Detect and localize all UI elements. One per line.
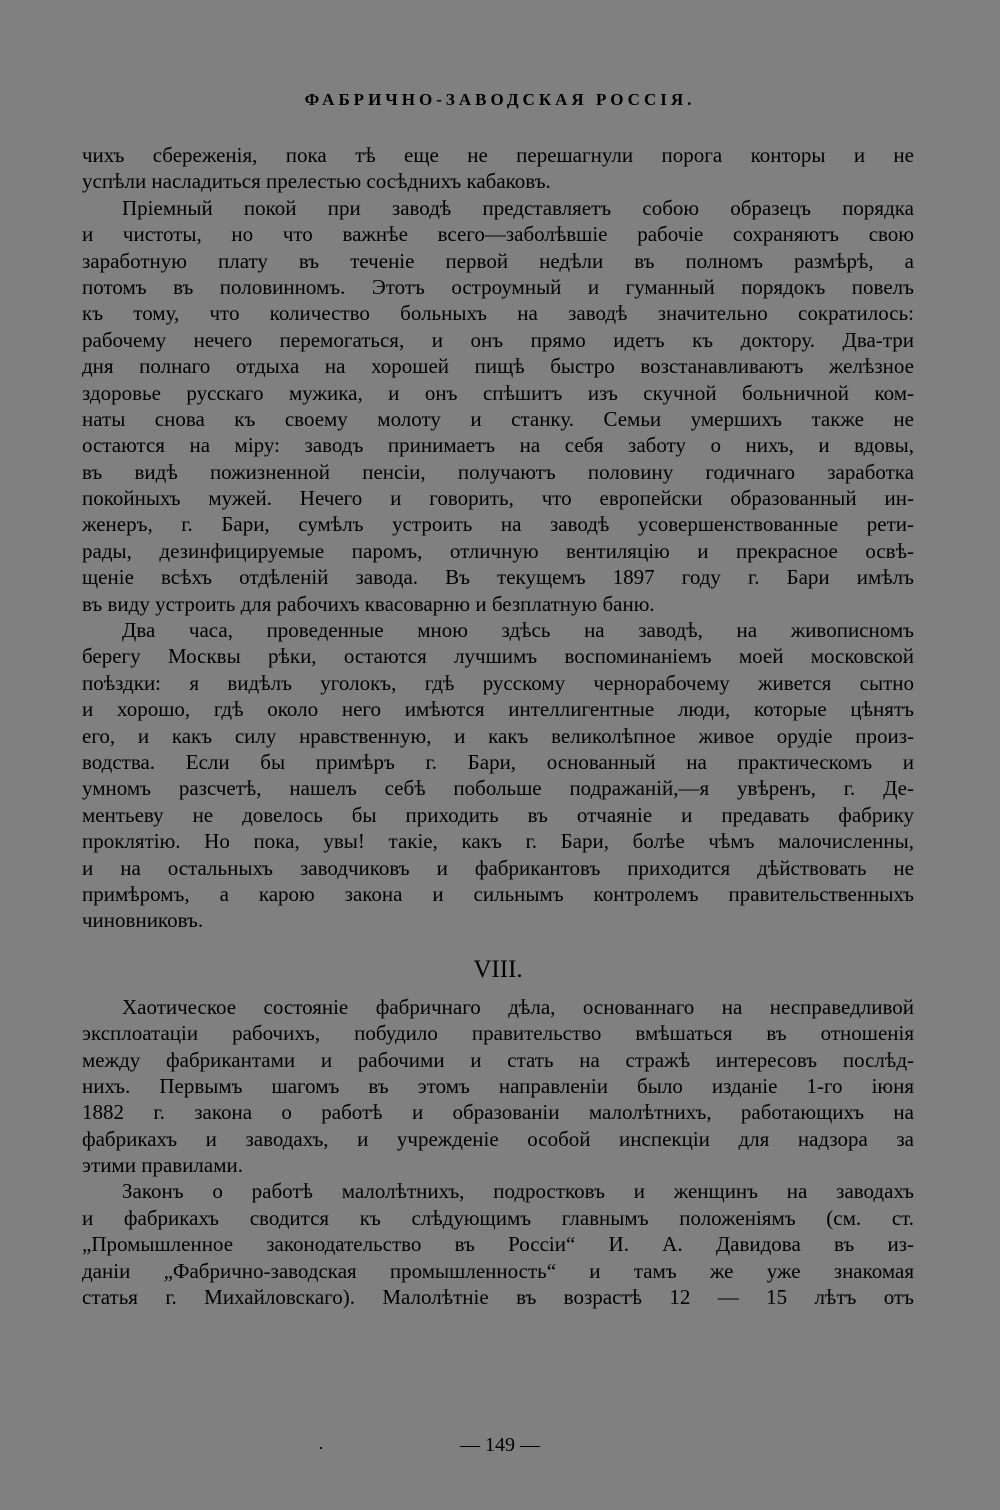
text-line: покойныхъ мужей. Нечего и говорить, что европейски образованный ин- <box>82 486 914 511</box>
text-line: Пріемный покой при заводѣ представляетъ собою образецъ порядка <box>122 195 914 220</box>
text-line: успѣли насладиться прелестью сосѣднихъ кабаковъ. <box>82 169 551 194</box>
text-line: умномъ разсчетѣ, нашелъ себѣ побольше подражаній,—я увѣренъ, г. Де- <box>82 776 914 801</box>
text-line: Хаотическое состояніе фабричнаго дѣла, основаннаго на несправедливой <box>122 994 914 1019</box>
text-line: нихъ. Первымъ шагомъ въ этомъ направленіи было изданіе 1-го іюня <box>82 1073 914 1098</box>
running-head: ФАБРИЧНО-ЗАВОДСКАЯ РОССІЯ. <box>304 90 696 109</box>
paragraph <box>82 142 914 195</box>
page-number: — 149 — <box>460 1434 540 1456</box>
text-line: фабрикахъ и заводахъ, и учрежденіе особой инспекціи для надзора за <box>82 1126 914 1151</box>
text-line: наты снова къ своему молоту и станку. Семьи умершихъ также не <box>82 406 914 431</box>
text-line: поѣздки: я видѣлъ уголокъ, гдѣ русскому чернорабочему живется сытно <box>82 670 914 695</box>
text-line: „Промышленное законодательство въ Россіи“ И. А. Давидова въ из- <box>82 1232 914 1257</box>
text-line: здоровье русскаго мужика, и онъ спѣшитъ изъ скучной больничной ком- <box>82 380 914 405</box>
text-line: примѣромъ, а карою закона и сильнымъ контролемъ правительственныхъ <box>82 881 914 906</box>
text-line: Законъ о работѣ малолѣтнихъ, подростковъ и женщинъ на заводахъ <box>122 1179 914 1204</box>
text-line: чиновниковъ. <box>82 908 204 933</box>
text-line: его, и какъ силу нравственную, и какъ великолѣпное живое орудіе произ- <box>82 723 914 748</box>
paragraph <box>82 994 914 1179</box>
text-line: щеніе всѣхъ отдѣленій завода. Въ текущемъ 1897 году г. Бари имѣлъ <box>82 565 914 590</box>
text-line: остаются на міру: заводъ принимаетъ на себя заботу о нихъ, и вдовы, <box>82 433 914 458</box>
text-line: къ тому, что количество больныхъ на заводѣ значительно сократилось: <box>82 301 914 326</box>
paragraph <box>82 1178 914 1310</box>
text-line: и фабрикахъ сводится къ слѣдующимъ главнымъ положеніямъ (см. ст. <box>82 1205 914 1230</box>
text-line: и на остальныхъ заводчиковъ и фабрикантовъ приходится дѣйствовать не <box>82 855 914 880</box>
text-line: заработную плату въ теченіе первой недѣли въ полномъ размѣрѣ, а <box>82 248 914 273</box>
text-line: и хорошо, гдѣ около него имѣются интеллигентные люди, которые цѣнятъ <box>82 697 914 722</box>
text-line: дня полнаго отдыха на хорошей пищѣ быстро возстанавливаютъ желѣзное <box>82 354 914 379</box>
text-line: статья г. Михайловскаго). Малолѣтніе въ возрастѣ 12 — 15 лѣтъ отъ <box>82 1285 914 1310</box>
text-line: даніи „Фабрично-заводская промышленность“ и тамъ же уже знакомая <box>82 1258 914 1283</box>
text-line: проклятію. Но пока, увы! такіе, какъ г. Бари, болѣе чѣмъ малочисленны, <box>82 829 914 854</box>
text-line: рабочему нечего перемогаться, и онъ прямо идетъ къ доктору. Два-три <box>82 327 914 352</box>
text-line: въ видѣ пожизненной пенсіи, получаютъ половину годичнаго заработка <box>82 459 914 484</box>
text-line: потомъ въ половинномъ. Этотъ остроумный и гуманный порядокъ повелъ <box>82 274 914 299</box>
section-heading: VIII. <box>473 955 523 983</box>
text-line: водства. Если бы примѣръ г. Бари, основанный на практическомъ и <box>82 749 914 774</box>
text-line: въ виду устроить для рабочихъ квасоварню и безплатную баню. <box>82 591 655 616</box>
paragraph <box>82 195 914 617</box>
text-line: и чистоты, но что важнѣе всего—заболѣвшіе рабочіе сохраняютъ свою <box>82 222 914 247</box>
body-text <box>82 142 914 1310</box>
text-line: между фабрикантами и рабочими и стать на стражѣ интересовъ послѣд- <box>82 1047 914 1072</box>
paragraph <box>82 617 914 934</box>
text-line: берегу Москвы рѣки, остаются лучшимъ воспоминаніемъ моей московской <box>82 644 914 669</box>
text-line: ментьеву не довелось бы приходить въ отчаяніе и предавать фабрику <box>82 802 914 827</box>
text-line: рады, дезинфицируемые паромъ, отличную вентиляцію и прекрасное освѣ- <box>82 538 914 563</box>
text-line: чихъ сбереженія, пока тѣ еще не перешагнули порога конторы и не <box>82 143 914 167</box>
text-line: этими правилами. <box>82 1153 243 1178</box>
text-line: 1882 г. закона о работѣ и образованіи малолѣтнихъ, работающихъ на <box>82 1100 914 1125</box>
text-line: эксплоатаціи рабочихъ, побудило правительство вмѣшаться въ отношенія <box>82 1021 914 1046</box>
text-line: женеръ, г. Бари, сумѣлъ устроить на заводѣ усовершенствованные рети- <box>82 512 914 537</box>
text-line: Два часа, проведенные мною здѣсь на заводѣ, на живописномъ <box>122 618 914 643</box>
